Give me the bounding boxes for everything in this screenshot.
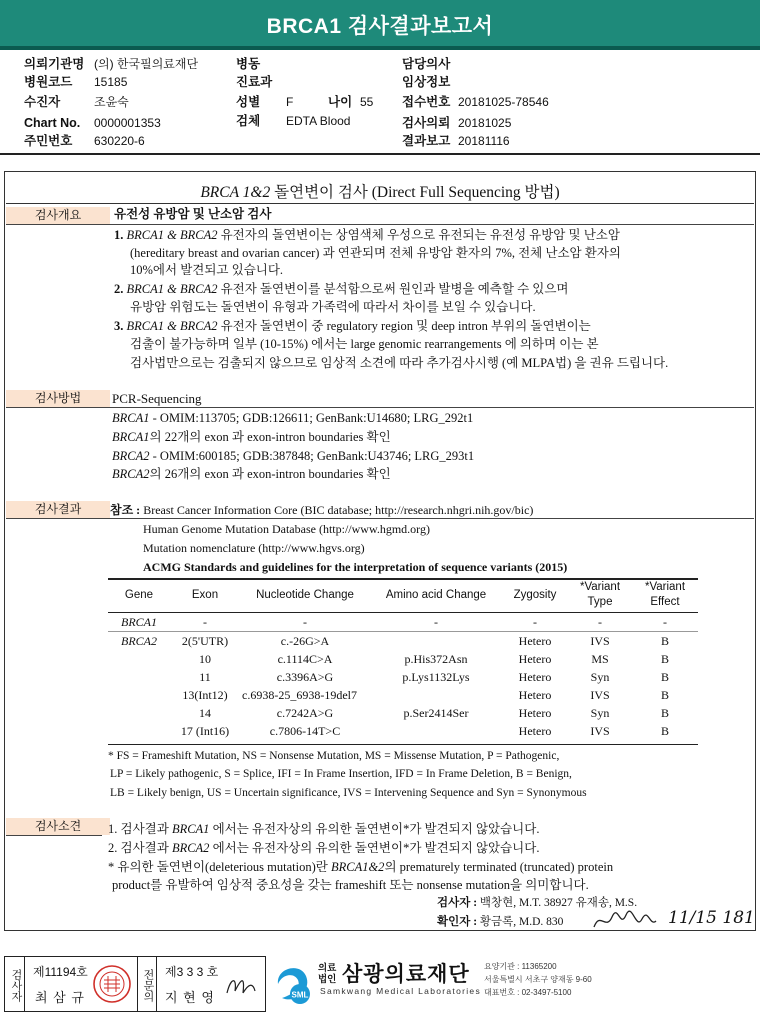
table-row: 14 c.7242A>G p.Ser2414Ser Hetero Syn B	[199, 706, 669, 720]
info-value: 15185	[94, 75, 128, 89]
table-row: 11 c.3396A>G p.Lys1132Lys Hetero Syn B	[199, 670, 669, 684]
info-value: (의) 한국필의료재단	[94, 57, 199, 71]
result-label: 검사결과	[6, 501, 110, 518]
info-label: 검체	[236, 114, 261, 128]
svg-text:SML: SML	[291, 990, 309, 1000]
info-label: 결과보고	[402, 134, 451, 148]
license-no: 제11194호	[33, 965, 88, 979]
signer-name: 최 삼 규	[35, 990, 85, 1005]
info-value: 630220-6	[94, 134, 145, 148]
divider	[6, 224, 754, 225]
confirmer-line: 확인자 : 황금록, M.D. 830	[437, 916, 564, 928]
col-amino: Amino acid Change	[370, 578, 502, 613]
signer-name: 지 현 영	[165, 990, 215, 1005]
col-variant-type: *Variant Type	[568, 578, 632, 613]
method-heading: PCR-Sequencing	[112, 391, 202, 406]
org-name: 삼광의료재단	[342, 963, 470, 986]
org-contact: 요양기관 : 11365200 서울특별시 서초구 양재동 9-60 대표번호 : 02-3497-5100	[484, 962, 592, 997]
col-exon: Exon	[170, 578, 240, 613]
opinion-label: 검사소견	[6, 818, 110, 835]
info-label: 의뢰기관명	[24, 57, 85, 71]
col-gene: Gene	[108, 578, 170, 613]
method-label: 검사방법	[6, 390, 110, 407]
table-row: 17 (Int16) c.7806-14T>C Hetero IVS B	[180, 724, 669, 738]
info-label: 수진자	[24, 95, 61, 109]
col-zygosity: Zygosity	[502, 578, 568, 613]
table-row: 10 c.1114C>A p.His372Asn Hetero MS B	[199, 652, 669, 666]
info-label: 병원코드	[24, 75, 73, 89]
info-value: 55	[360, 95, 374, 109]
box-label: 전문의	[137, 957, 157, 1011]
info-value: EDTA Blood	[286, 114, 351, 128]
divider	[6, 407, 754, 408]
info-label: 나이	[328, 95, 353, 109]
info-label: 검사의뢰	[402, 116, 451, 130]
col-nucleotide: Nucleotide Change	[240, 578, 370, 613]
info-label: 임상정보	[402, 75, 451, 89]
info-label: 성별	[236, 95, 261, 109]
table-bottom-rule	[108, 744, 698, 745]
sml-logo-icon	[272, 960, 316, 1008]
info-label: 주민번호	[24, 134, 73, 148]
table-header-row	[108, 578, 698, 613]
info-label: Chart No.	[24, 116, 81, 130]
table-row: 13(Int12) c.6938-25_6938-19del7 Hetero IVS B	[182, 688, 669, 702]
signer-box	[4, 956, 266, 1012]
org-prefix: 의료법인	[318, 963, 337, 985]
info-label: 접수번호	[402, 95, 451, 109]
section-title: BRCA 1&2 돌연변이 검사 (Direct Full Sequencing 방법)	[200, 184, 560, 201]
info-label: 담당의사	[402, 57, 451, 71]
info-value: 조윤숙	[94, 95, 129, 109]
title-underline	[0, 46, 760, 50]
variant-table	[108, 578, 698, 740]
table-row: BRCA1 - - - - - -	[108, 613, 698, 632]
divider	[6, 835, 102, 836]
info-label: 병동	[236, 57, 261, 71]
org-english-name: Samkwang Medical Laboratories	[320, 986, 482, 996]
box-label: 검사자	[5, 957, 25, 1011]
handwritten-date: 11/15 181	[668, 908, 755, 928]
seal-stamp	[91, 963, 133, 1005]
table-row: BRCA2 2(5'UTR) c.-26G>A Hetero IVS B	[121, 634, 669, 648]
overview-heading: 유전성 유방암 및 난소암 검사	[114, 207, 272, 221]
divider	[0, 153, 760, 155]
examiner-line: 검사자 : 백창현, M.T. 38927 유재송, M.S.	[437, 897, 638, 909]
info-label: 진료과	[236, 75, 273, 89]
info-value: 20181025-78546	[458, 95, 549, 109]
col-variant-effect: *Variant Effect	[632, 578, 698, 613]
overview-label: 검사개요	[6, 207, 110, 224]
report-title: BRCA1 검사결과보고서	[0, 0, 760, 48]
info-value: F	[286, 95, 294, 109]
license-no: 제3 3 3 호	[165, 965, 219, 979]
doctor-signature	[221, 969, 261, 1003]
info-value: 20181025	[458, 116, 512, 130]
signature-scribble	[590, 905, 660, 937]
info-value: 20181116	[458, 134, 510, 148]
info-value: 0000001353	[94, 116, 161, 130]
